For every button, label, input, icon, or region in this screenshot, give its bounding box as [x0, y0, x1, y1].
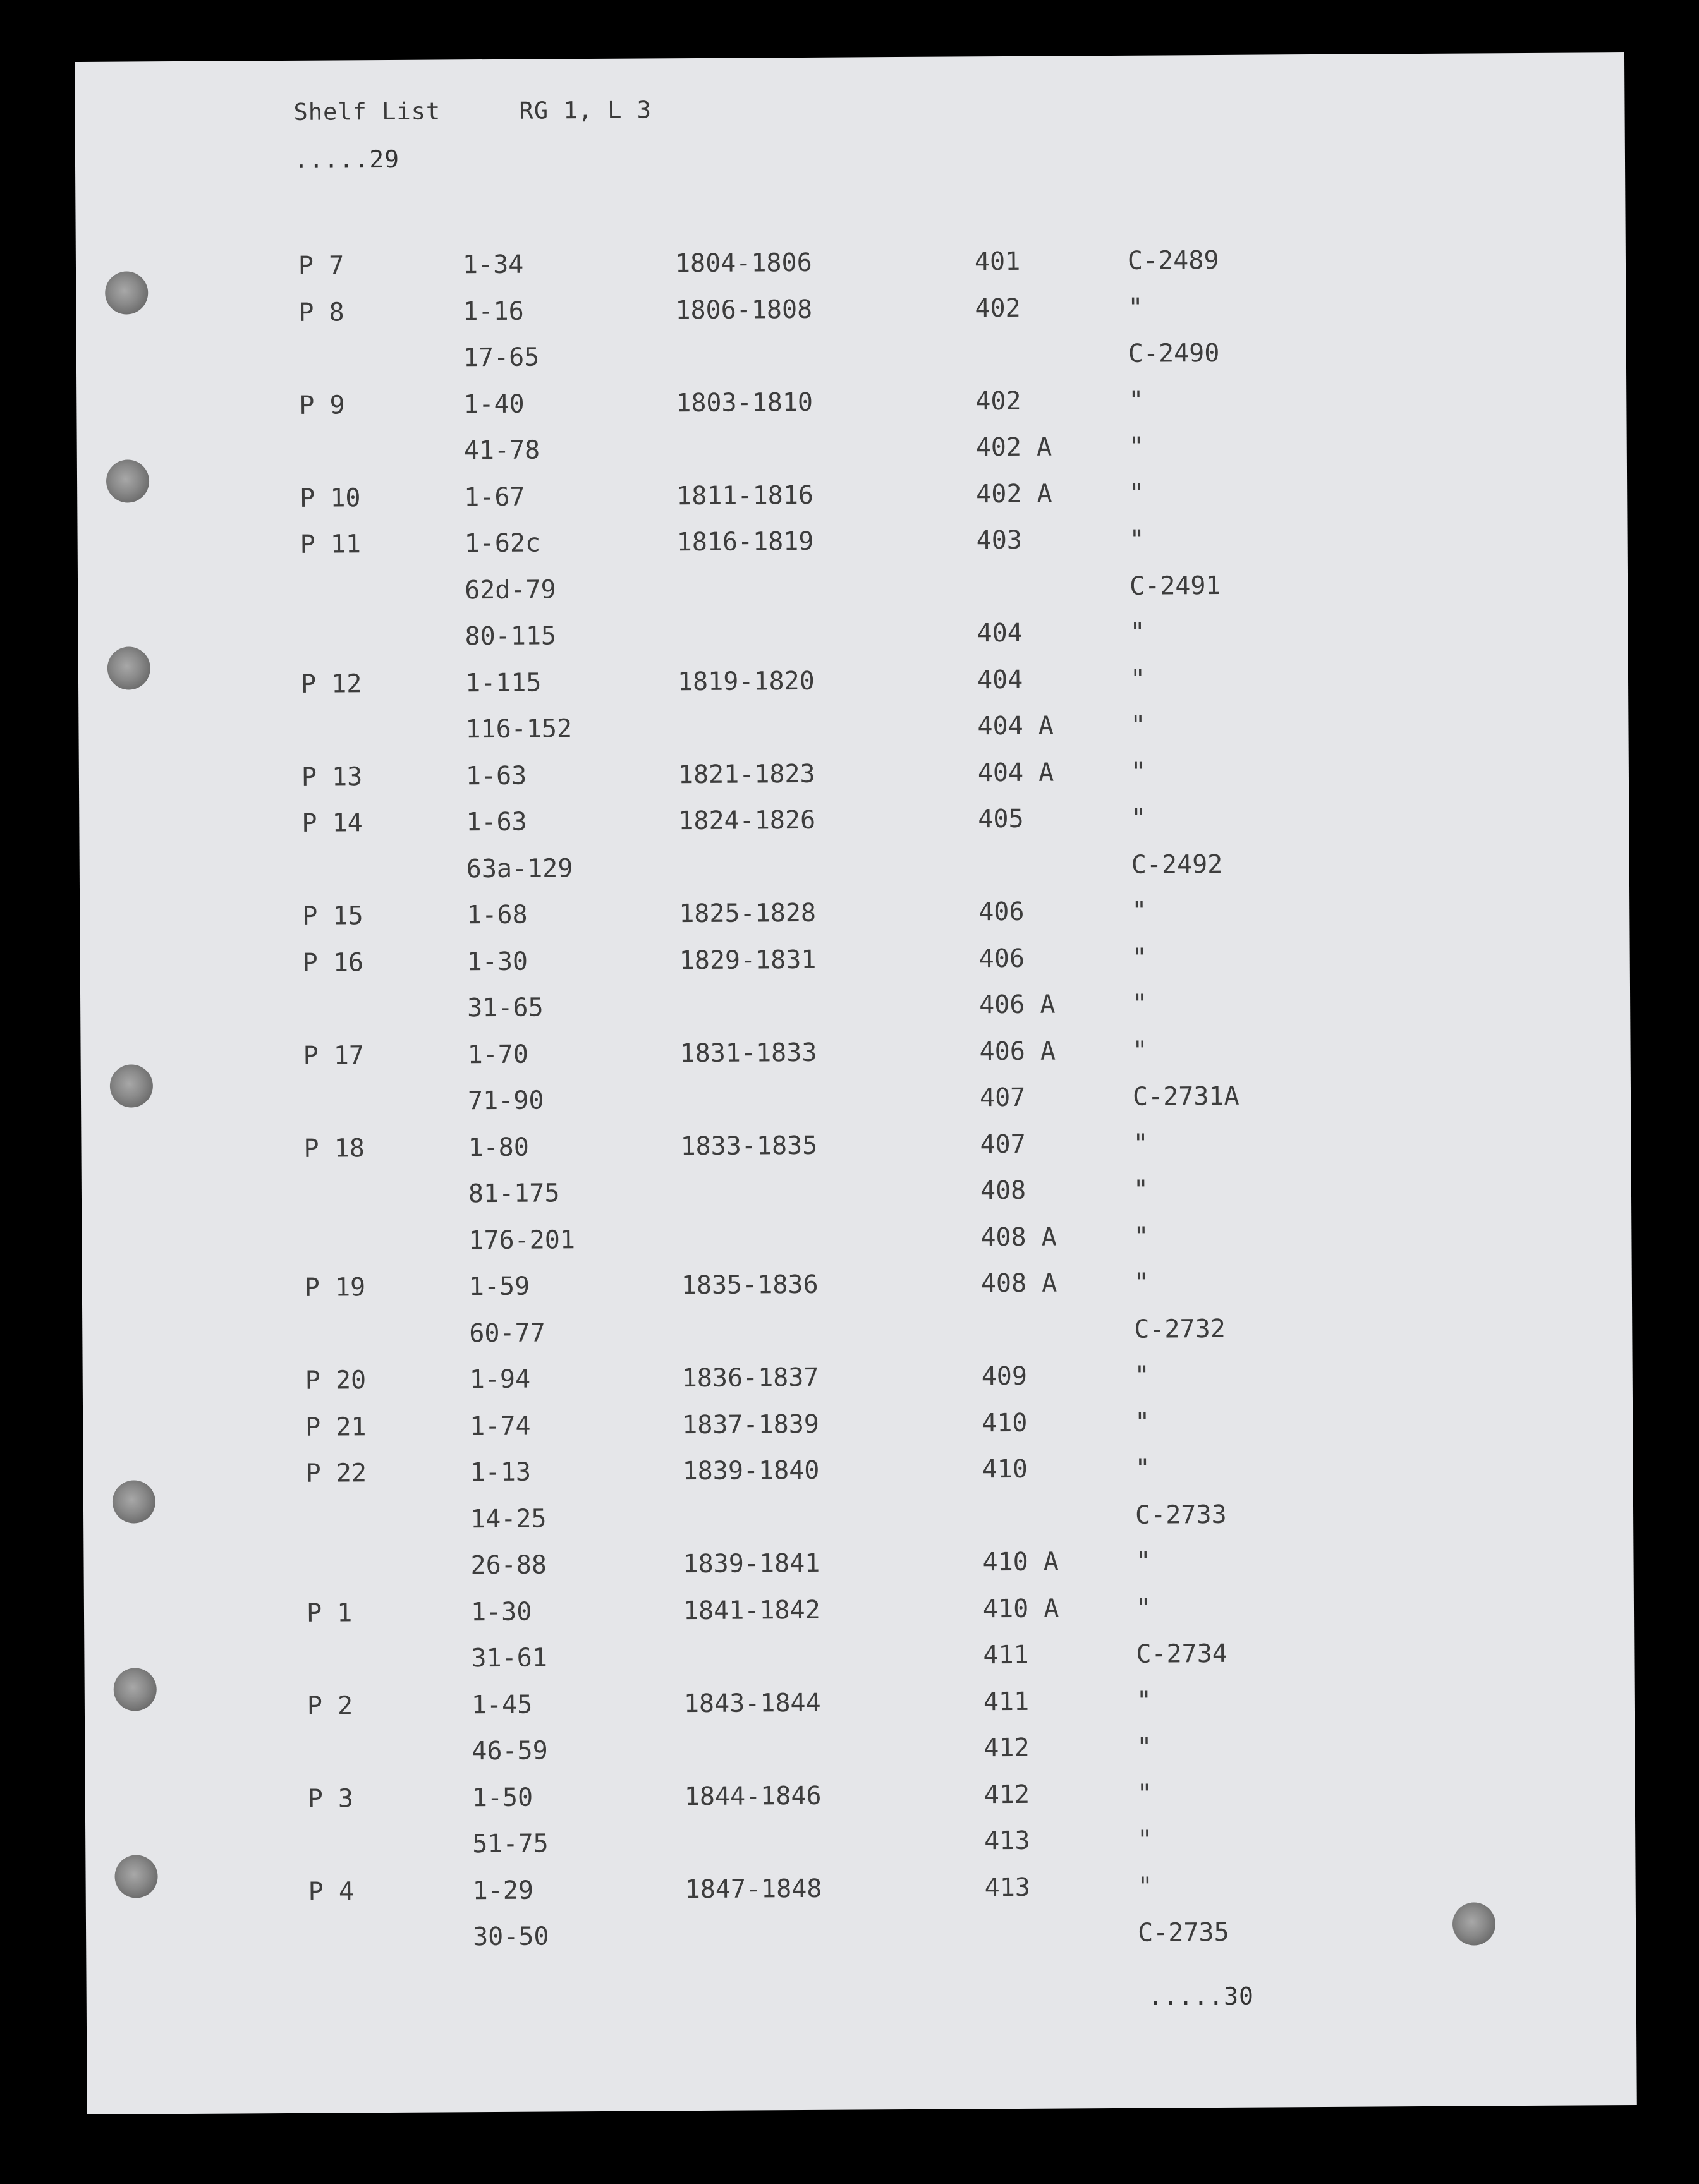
reel-number: " [1136, 1779, 1153, 1809]
reel-number: " [1128, 385, 1144, 415]
item-range: 80-115 [465, 621, 557, 652]
volume-label: P 9 [299, 390, 345, 420]
table-row [76, 290, 1626, 337]
table-row [83, 1358, 1633, 1405]
volume-label: P 16 [302, 947, 364, 978]
item-range: 1-115 [465, 668, 542, 698]
reel-number: " [1132, 1036, 1148, 1065]
record-group-label: RG 1, L 3 [519, 96, 652, 124]
previous-page-marker: .....29 [293, 145, 400, 174]
reel-number: C-2491 [1129, 571, 1221, 601]
item-range: 1-80 [468, 1132, 529, 1162]
year-range: 1811-1816 [676, 480, 814, 511]
table-row [77, 429, 1627, 476]
reel-number: " [1130, 664, 1146, 694]
item-range: 1-30 [466, 947, 528, 976]
box-number: 407 [980, 1129, 1026, 1159]
box-number: 407 [979, 1083, 1026, 1113]
reel-number: " [1136, 1686, 1152, 1716]
item-range: 63a-129 [466, 853, 573, 883]
item-range: 1-45 [471, 1690, 533, 1720]
table-row [82, 1265, 1632, 1313]
item-range: 60-77 [469, 1318, 545, 1348]
item-range: 30-50 [472, 1922, 549, 1952]
year-range: 1806-1808 [675, 294, 813, 325]
table-row [78, 569, 1628, 616]
volume-label: P 1 [306, 1598, 353, 1628]
table-row [79, 801, 1629, 848]
table-row [83, 1404, 1633, 1452]
table-row [86, 1869, 1636, 1916]
shelf-list-title: Shelf List [293, 97, 441, 126]
reel-number: " [1131, 896, 1147, 926]
reel-number: " [1134, 1361, 1150, 1390]
volume-label: P 3 [307, 1783, 354, 1814]
year-range: 1833-1835 [680, 1131, 818, 1161]
volume-label: P 21 [305, 1412, 367, 1442]
year-range: 1824-1826 [678, 805, 816, 836]
reel-number: " [1131, 943, 1147, 973]
box-number: 402 [975, 386, 1021, 416]
box-number: 404 [977, 618, 1023, 648]
reel-number: C-2492 [1131, 849, 1223, 880]
reel-number: C-2489 [1127, 245, 1219, 276]
table-row [85, 1776, 1635, 1823]
table-row [76, 336, 1626, 384]
item-range: 51-75 [472, 1829, 549, 1859]
volume-label: P 2 [307, 1690, 353, 1721]
reel-number: C-2490 [1128, 338, 1220, 368]
item-range: 1-68 [466, 900, 528, 930]
item-range: 1-67 [464, 482, 525, 512]
table-row [80, 894, 1629, 941]
item-range: 17-65 [463, 343, 540, 373]
item-range: 1-13 [470, 1457, 532, 1488]
item-range: 1-94 [469, 1364, 531, 1395]
box-number: 410 [982, 1408, 1028, 1438]
box-number: 409 [981, 1361, 1028, 1392]
box-number: 412 [983, 1733, 1030, 1763]
item-range: 31-65 [467, 993, 544, 1023]
box-number: 413 [984, 1872, 1031, 1902]
volume-label: P 19 [304, 1273, 366, 1302]
reel-number: " [1135, 1593, 1152, 1623]
box-number: 402 A [975, 432, 1052, 463]
next-page-marker: .....30 [1148, 1982, 1255, 2011]
table-row [84, 1590, 1634, 1637]
year-range: 1816-1819 [676, 526, 814, 557]
volume-label: P 4 [308, 1876, 355, 1907]
reel-number: C-2735 [1137, 1917, 1229, 1948]
year-range: 1839-1841 [683, 1548, 820, 1579]
box-number: 408 A [980, 1268, 1057, 1299]
reel-number: C-2731A [1132, 1081, 1239, 1112]
item-range: 176-201 [468, 1225, 576, 1255]
box-number: 401 [974, 246, 1021, 277]
table-row [85, 1730, 1635, 1777]
reel-number: " [1133, 1129, 1148, 1158]
reel-number: " [1135, 1453, 1150, 1483]
item-range: 1-63 [466, 807, 527, 837]
item-range: 1-29 [472, 1876, 534, 1905]
year-range: 1829-1831 [679, 945, 817, 975]
item-range: 71-90 [467, 1086, 544, 1116]
item-range: 1-30 [470, 1597, 532, 1627]
table-row [84, 1637, 1634, 1684]
volume-label: P 17 [303, 1040, 365, 1071]
reel-number: " [1137, 1825, 1153, 1855]
table-row [83, 1497, 1633, 1544]
volume-label: P 15 [302, 901, 363, 931]
reel-number: " [1129, 525, 1145, 554]
item-range: 26-88 [470, 1550, 547, 1580]
year-range: 1837-1839 [682, 1409, 820, 1440]
item-range: 62d-79 [464, 574, 556, 605]
item-range: 1-63 [465, 761, 527, 791]
item-range: 46-59 [472, 1736, 548, 1766]
table-row [80, 940, 1630, 987]
table-row [82, 1311, 1632, 1359]
year-range: 1843-1844 [683, 1688, 821, 1718]
reel-number: C-2734 [1136, 1639, 1228, 1669]
table-row [86, 1915, 1636, 1963]
box-number: 406 A [979, 990, 1056, 1020]
reel-number: C-2733 [1135, 1500, 1227, 1530]
volume-label: P 11 [300, 530, 362, 559]
volume-label: P 20 [305, 1366, 367, 1395]
reel-number: " [1133, 1268, 1150, 1297]
reel-number: " [1137, 1872, 1153, 1902]
table-row [82, 1218, 1631, 1266]
volume-label: P 18 [303, 1133, 365, 1163]
reel-number: " [1130, 757, 1147, 787]
box-number: 408 A [980, 1222, 1057, 1252]
volume-label: P 22 [305, 1459, 367, 1488]
table-row [82, 1172, 1631, 1220]
table-row [77, 476, 1627, 523]
reel-number: " [1136, 1732, 1152, 1762]
table-row [80, 1033, 1630, 1080]
year-range: 1803-1810 [676, 387, 813, 418]
box-number: 411 [983, 1687, 1030, 1716]
volume-label: P 10 [300, 483, 361, 513]
table-row [83, 1451, 1633, 1498]
table-row [81, 1079, 1631, 1127]
table-row [78, 662, 1628, 709]
document-page [75, 52, 1637, 2114]
reel-number: " [1129, 478, 1145, 508]
box-number: 403 [976, 525, 1023, 555]
table-row [80, 847, 1629, 894]
item-range: 31-61 [471, 1643, 548, 1673]
reel-number: " [1133, 1222, 1149, 1251]
box-number: 404 A [977, 758, 1054, 787]
year-range: 1804-1806 [674, 248, 812, 279]
table-row [79, 755, 1629, 802]
year-range: 1819-1820 [677, 666, 815, 696]
table-row [78, 615, 1628, 662]
item-range: 1-70 [467, 1040, 529, 1069]
year-range: 1847-1848 [685, 1874, 822, 1904]
table-row [76, 243, 1626, 291]
year-range: 1831-1833 [679, 1038, 817, 1068]
box-number: 402 [975, 293, 1021, 323]
table-row [76, 383, 1626, 430]
reel-number: " [1131, 989, 1148, 1019]
reel-number: " [1130, 617, 1145, 647]
item-range: 1-16 [463, 296, 524, 326]
item-range: 1-62c [464, 528, 541, 559]
table-row [85, 1683, 1635, 1730]
box-number: 406 [978, 897, 1025, 927]
table-row [78, 522, 1628, 569]
item-range: 116-152 [465, 714, 573, 744]
box-number: 411 [983, 1640, 1029, 1670]
item-range: 14-25 [470, 1503, 547, 1534]
reel-number: " [1135, 1546, 1151, 1576]
box-number: 404 [977, 665, 1023, 695]
box-number: 410 A [982, 1547, 1059, 1577]
volume-label: P 7 [298, 251, 344, 281]
item-range: 41-78 [463, 435, 540, 466]
year-range: 1839-1840 [682, 1455, 820, 1486]
reel-number: " [1131, 803, 1147, 833]
reel-number: C-2732 [1134, 1314, 1226, 1344]
box-number: 410 A [982, 1594, 1059, 1623]
reel-number: " [1128, 293, 1143, 322]
table-row [81, 1125, 1631, 1173]
item-range: 1-50 [472, 1783, 533, 1812]
table-row [83, 1544, 1633, 1591]
item-range: 1-34 [462, 250, 524, 280]
item-range: 1-40 [463, 389, 525, 419]
volume-label: P 13 [301, 761, 363, 792]
table-row [85, 1823, 1635, 1870]
table-row [80, 986, 1630, 1034]
box-number: 402 A [976, 479, 1052, 509]
reel-number: " [1133, 1175, 1149, 1204]
reel-number: " [1135, 1407, 1150, 1437]
year-range: 1836-1837 [681, 1362, 819, 1393]
volume-label: P 14 [301, 808, 363, 838]
box-number: 408 [980, 1175, 1026, 1206]
box-number: 406 A [979, 1036, 1056, 1066]
item-range: 1-74 [470, 1411, 531, 1441]
table-row [78, 708, 1628, 755]
year-range: 1821-1823 [678, 759, 815, 789]
reel-number: " [1128, 432, 1144, 461]
year-range: 1844-1846 [684, 1781, 822, 1811]
year-range: 1835-1836 [681, 1270, 819, 1301]
volume-label: P 12 [300, 669, 362, 699]
year-range: 1825-1828 [679, 898, 817, 929]
year-range: 1841-1842 [683, 1595, 820, 1625]
box-number: 412 [983, 1780, 1030, 1809]
item-range: 1-59 [468, 1271, 530, 1302]
box-number: 413 [984, 1826, 1030, 1856]
box-number: 404 A [977, 711, 1054, 741]
reel-number: " [1130, 710, 1146, 740]
box-number: 405 [978, 804, 1024, 834]
volume-label: P 8 [298, 297, 344, 327]
item-range: 81-175 [468, 1179, 560, 1209]
box-number: 406 [978, 943, 1025, 973]
box-number: 410 [982, 1454, 1028, 1484]
